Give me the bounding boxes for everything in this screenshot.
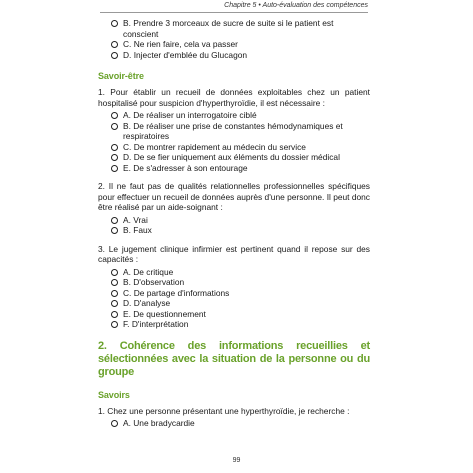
question-2-options <box>98 215 370 236</box>
answer-option[interactable]: D. De se fier uniquement aux éléments du dossier médical <box>111 152 370 163</box>
question-1-savoirs: 1. Chez une personne présentant une hyperthyroïdie, je recherche : <box>98 405 350 416</box>
question-3-options <box>98 267 370 330</box>
answer-option[interactable]: A. De réaliser un interrogatoire ciblé <box>111 110 370 121</box>
radio-bullet-icon <box>111 20 118 27</box>
radio-bullet-icon <box>111 227 118 234</box>
radio-bullet-icon <box>111 269 118 276</box>
question-1-savoirs-options <box>98 418 370 429</box>
answer-option[interactable]: C. De partage d'informations <box>111 288 370 299</box>
answer-option[interactable]: B. De réaliser une prise de constantes hémodynamiques et respiratoires <box>111 121 370 142</box>
answer-option[interactable]: D. D'analyse <box>111 298 370 309</box>
answer-option[interactable]: E. De questionnement <box>111 309 370 320</box>
radio-bullet-icon <box>111 112 118 119</box>
answer-option[interactable]: A. De critique <box>111 267 370 278</box>
radio-bullet-icon <box>111 311 118 318</box>
answer-option[interactable]: C. De montrer rapidement au médecin du service <box>111 142 370 153</box>
radio-bullet-icon <box>111 144 118 151</box>
page-number: 99 <box>232 457 241 464</box>
question-1: 1. Pour établir un recueil de données exploitables chez un patient hospitalisé pour suspicion d'hyperthyroïdie, il est nécessaire : <box>98 87 370 108</box>
radio-bullet-icon <box>111 41 118 48</box>
radio-bullet-icon <box>111 290 118 297</box>
spacer <box>98 173 370 181</box>
radio-bullet-icon <box>111 420 118 427</box>
radio-bullet-icon <box>111 279 118 286</box>
answer-option[interactable]: D. Injecter d'emblée du Glucagon <box>111 50 370 61</box>
answer-option[interactable]: E. De s'adresser à son entourage <box>111 163 370 174</box>
radio-bullet-icon <box>111 165 118 172</box>
page-content <box>98 18 370 429</box>
answer-option[interactable]: C. Ne rien faire, cela va passer <box>111 39 370 50</box>
question-3: 3. Le jugement clinique infirmier est pertinent quand il repose sur des capacités : <box>98 243 370 264</box>
radio-bullet-icon <box>111 52 118 59</box>
answer-option[interactable]: A. Une bradycardie <box>111 418 370 429</box>
top-options-list <box>98 18 370 60</box>
section-title-2: 2. Cohérence des informations recueillies et sélectionnées avec la situation de la personne ou du groupe <box>98 339 370 378</box>
section-heading-savoirs: Savoirs <box>98 389 130 400</box>
spacer <box>98 236 370 244</box>
answer-option[interactable]: F. D'interprétation <box>111 319 370 330</box>
answer-option[interactable]: B. Faux <box>111 225 370 236</box>
radio-bullet-icon <box>111 154 118 161</box>
running-header: Chapitre 5 • Auto-évaluation des compétences <box>100 2 368 13</box>
section-heading-savoir-etre: Savoir-être <box>98 71 144 81</box>
radio-bullet-icon <box>111 217 118 224</box>
radio-bullet-icon <box>111 123 118 130</box>
question-1-options <box>98 110 370 173</box>
question-2: 2. Il ne faut pas de qualités relationnelles professionnelles spécifiques pour effectuer un recueil de données auprès d'une personne. Il peut donc être réalisé par un aide-soignant : <box>98 181 370 212</box>
radio-bullet-icon <box>111 300 118 307</box>
answer-option[interactable]: B. Prendre 3 morceaux de sucre de suite si le patient est conscient <box>111 18 370 39</box>
answer-option[interactable]: B. D'observation <box>111 277 370 288</box>
radio-bullet-icon <box>111 321 118 328</box>
answer-option[interactable]: A. Vrai <box>111 215 370 226</box>
